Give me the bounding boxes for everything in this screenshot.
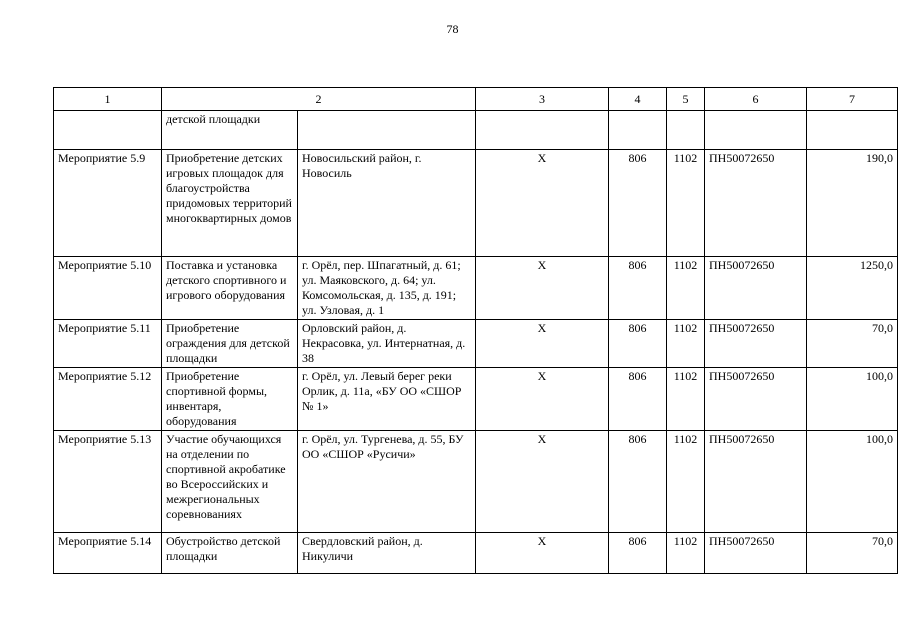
- address-cell: г. Орёл, ул. Левый берег реки Орлик, д. 11а, «БУ ОО «СШОР № 1»: [298, 368, 476, 431]
- header-col-7: 7: [807, 88, 898, 111]
- col4-cell: 806: [609, 368, 667, 431]
- address-cell: Орловский район, д. Некрасовка, ул. Интернатная, д. 38: [298, 320, 476, 368]
- continuation-row: [54, 111, 898, 150]
- cell-empty: [705, 111, 807, 150]
- col3-cell: Х: [476, 320, 609, 368]
- col3-cell: Х: [476, 431, 609, 533]
- header-row: [54, 88, 898, 111]
- col4-cell: 806: [609, 150, 667, 257]
- cell-empty: [476, 111, 609, 150]
- col7-cell: 70,0: [807, 533, 898, 574]
- col5-cell: 1102: [667, 368, 705, 431]
- table-row: [54, 533, 898, 574]
- header-col-4: 4: [609, 88, 667, 111]
- col5-cell: 1102: [667, 150, 705, 257]
- table-row: [54, 431, 898, 533]
- col7-cell: 100,0: [807, 368, 898, 431]
- col6-cell: ПН50072650: [705, 533, 807, 574]
- event-cell: Мероприятие 5.14: [54, 533, 162, 574]
- event-cell: Мероприятие 5.11: [54, 320, 162, 368]
- col7-cell: 1250,0: [807, 257, 898, 320]
- name-cell: Приобретение детских игровых площадок для благоустройства придомовых территорий многоквартирных домов: [162, 150, 298, 257]
- budget-table: [53, 87, 898, 574]
- event-cell: Мероприятие 5.10: [54, 257, 162, 320]
- cell-empty: [667, 111, 705, 150]
- address-cell: Новосильский район, г. Новосиль: [298, 150, 476, 257]
- event-cell: Мероприятие 5.9: [54, 150, 162, 257]
- col3-cell: Х: [476, 368, 609, 431]
- col3-cell: Х: [476, 257, 609, 320]
- cell-empty: [609, 111, 667, 150]
- col4-cell: 806: [609, 320, 667, 368]
- name-cell: Участие обучающихся на отделении по спортивной акробатике во Всероссийских и межрегиональных соревнованиях: [162, 431, 298, 533]
- continuation-text: детской площадки: [162, 111, 298, 150]
- table-row: [54, 257, 898, 320]
- cell-empty: [298, 111, 476, 150]
- event-cell: Мероприятие 5.12: [54, 368, 162, 431]
- col6-cell: ПН50072650: [705, 320, 807, 368]
- table-row: [54, 320, 898, 368]
- table-row: [54, 150, 898, 257]
- col4-cell: 806: [609, 257, 667, 320]
- col6-cell: ПН50072650: [705, 368, 807, 431]
- cell-empty: [807, 111, 898, 150]
- address-cell: г. Орёл, пер. Шпагатный, д. 61; ул. Маяковского, д. 64; ул. Комсомольская, д. 135, д. 191; ул. Узловая, д. 1: [298, 257, 476, 320]
- col5-cell: 1102: [667, 257, 705, 320]
- address-cell: Свердловский район, д. Никуличи: [298, 533, 476, 574]
- header-col-5: 5: [667, 88, 705, 111]
- col5-cell: 1102: [667, 533, 705, 574]
- col7-cell: 70,0: [807, 320, 898, 368]
- address-cell: г. Орёл, ул. Тургенева, д. 55, БУ ОО «СШОР «Русичи»: [298, 431, 476, 533]
- table-row: [54, 368, 898, 431]
- col6-cell: ПН50072650: [705, 257, 807, 320]
- col6-cell: ПН50072650: [705, 150, 807, 257]
- col4-cell: 806: [609, 431, 667, 533]
- cell-empty: [54, 111, 162, 150]
- col3-cell: Х: [476, 533, 609, 574]
- name-cell: Приобретение ограждения для детской площадки: [162, 320, 298, 368]
- name-cell: Поставка и установка детского спортивного и игрового оборудования: [162, 257, 298, 320]
- header-col-3: 3: [476, 88, 609, 111]
- page-number: 78: [446, 22, 459, 36]
- col7-cell: 190,0: [807, 150, 898, 257]
- name-cell: Обустройство детской площадки: [162, 533, 298, 574]
- col3-cell: Х: [476, 150, 609, 257]
- col7-cell: 100,0: [807, 431, 898, 533]
- col5-cell: 1102: [667, 431, 705, 533]
- header-col-6: 6: [705, 88, 807, 111]
- header-col-1: 1: [54, 88, 162, 111]
- col6-cell: ПН50072650: [705, 431, 807, 533]
- header-col-2: 2: [162, 88, 476, 111]
- col5-cell: 1102: [667, 320, 705, 368]
- name-cell: Приобретение спортивной формы, инвентаря, оборудования: [162, 368, 298, 431]
- col4-cell: 806: [609, 533, 667, 574]
- event-cell: Мероприятие 5.13: [54, 431, 162, 533]
